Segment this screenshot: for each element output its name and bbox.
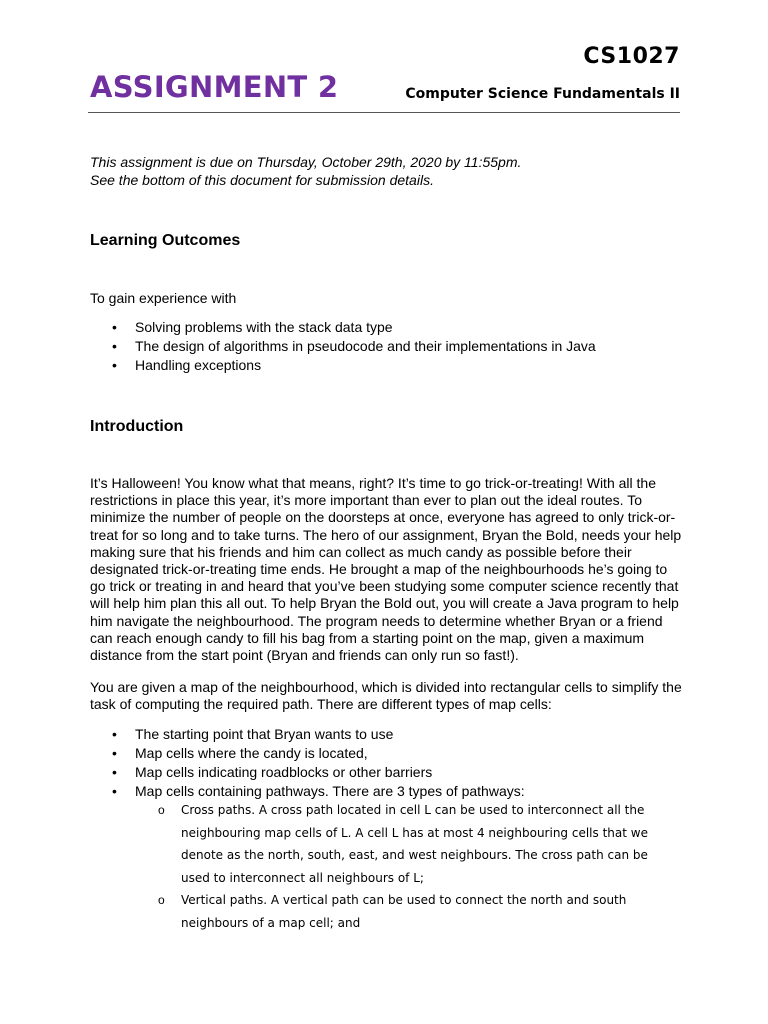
text-line: can reach enough candy to fill his bag from a starting point on the map, given a maximum (90, 629, 645, 646)
text-line: used to interconnect all neighbours of L; (181, 870, 424, 885)
list-item: • Map cells where the candy is located, (90, 744, 525, 763)
learning-outcomes-intro: To gain experience with (90, 290, 237, 306)
text-line: You are given a map of the neighbourhood, which is divided into rectangular cells to simplify the (90, 679, 682, 695)
header-divider (88, 112, 680, 113)
text-line: task of computing the required path. There are different types of map cells: (90, 696, 552, 713)
list-item (90, 889, 648, 934)
map-paragraph (90, 679, 690, 713)
list-item: • The starting point that Bryan wants to use (90, 725, 525, 744)
assignment-title: ASSIGNMENT 2 (90, 70, 339, 104)
text-line: him navigate the neighbourhood. The program needs to determine whether Bryan or a friend (90, 612, 663, 629)
text-line: minimize the number of people on the doorsteps at once, everyone has agreed to only trick-or- (90, 509, 676, 526)
text-line: neighbouring map cells of L. A cell L has at most 4 neighbouring cells that we (181, 825, 648, 840)
pathway-types-list (90, 799, 648, 934)
text-line: denote as the north, south, east, and west neighbours. The cross path can be (181, 848, 648, 862)
text-line: neighbours of a map cell; and (181, 915, 361, 930)
cell-types-list (90, 725, 525, 801)
list-item: • The design of algorithms in pseudocode and their implementations in Java (90, 337, 596, 356)
text-line: o Cross paths. A cross path located in cell L can be used to interconnect all the (181, 803, 645, 817)
list-item: • Map cells containing pathways. There are 3 types of pathways: (90, 782, 525, 801)
due-line: This assignment is due on Thursday, October 29th, 2020 by 11:55pm. (90, 154, 522, 170)
text-line: will help him plan this all out. To help Bryan the Bold out, you will create a Java program to help (90, 595, 679, 612)
intro-paragraph (90, 475, 690, 664)
list-item (90, 799, 648, 889)
list-item: • Map cells indicating roadblocks or other barriers (90, 763, 525, 782)
introduction-heading: Introduction (90, 418, 184, 435)
text-line: go trick or treating in and heard that you’ve been studying some computer science recently that (90, 578, 679, 595)
learning-outcomes-heading: Learning Outcomes (90, 232, 241, 249)
text-line: restrictions in place this year, it’s more important than ever to plan out the ideal routes. To (90, 492, 642, 509)
learning-outcomes-list (90, 318, 596, 375)
text-line: making sure that his friends and him can collect as much candy as possible before their (90, 543, 632, 560)
course-name: Computer Science Fundamentals II (405, 86, 680, 102)
course-code: CS1027 (583, 44, 680, 69)
list-item: • Handling exceptions (90, 356, 596, 375)
due-line: See the bottom of this document for submission details. (90, 172, 434, 188)
text-line: treat for so long and to take turns. The hero of our assignment, Bryan the Bold, needs your help (90, 526, 682, 543)
due-notice (90, 153, 521, 189)
text-line: o Vertical paths. A vertical path can be used to connect the north and south (181, 893, 627, 907)
list-item: • Solving problems with the stack data type (90, 318, 596, 337)
text-line: It’s Halloween! You know what that means, right? It’s time to go trick-or-treating! With all the (90, 475, 656, 491)
text-line: distance from the start point (Bryan and friends can only run so fast!). (90, 647, 519, 664)
text-line: designated trick-or-treating time ends. He brought a map of the neighbourhoods he’s going to (90, 561, 668, 578)
